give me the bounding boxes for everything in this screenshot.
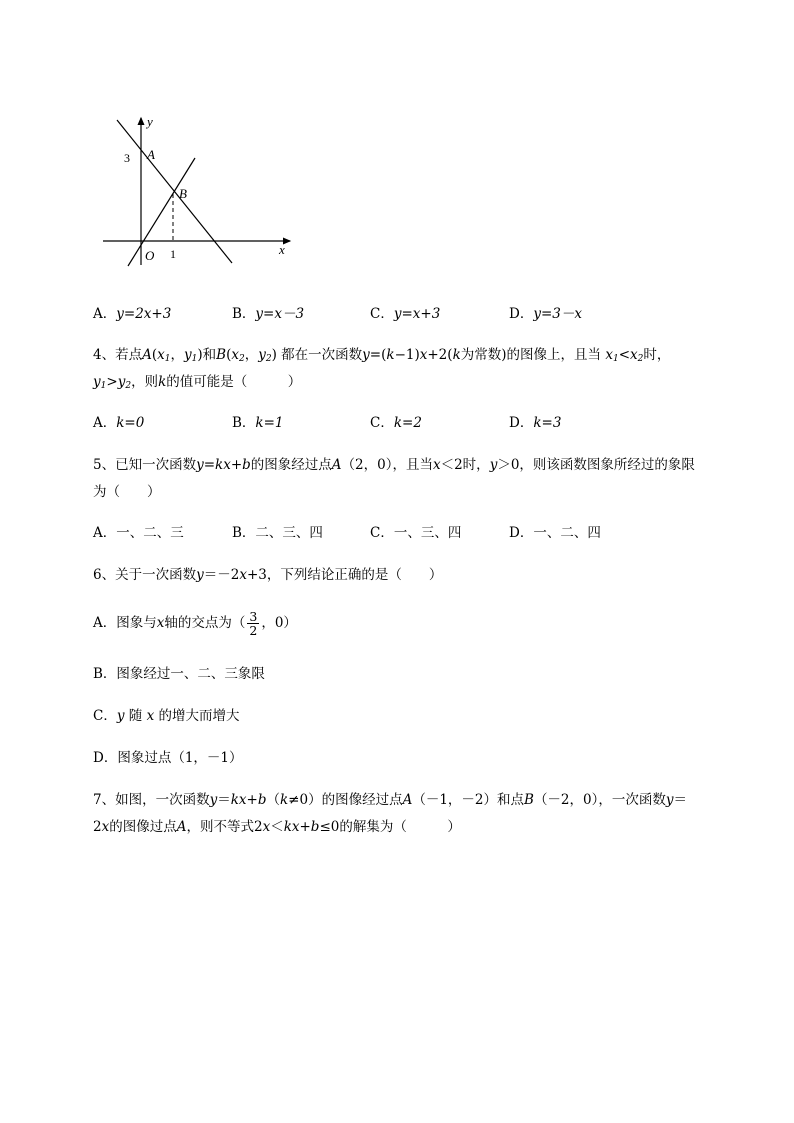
x-axis-label: x — [279, 242, 285, 257]
q4-stem-line1: 4、若点$A(x_1$，$y_1$)和$B(x_2$，$y_2$) 都在一次函数y=(k−1)x+2(k为常数)的图像上，且当 $x_1<x_2$时， — [93, 347, 671, 364]
point-b-label: B — [179, 186, 187, 201]
q3-option-b[interactable]: B．y=x－3 — [232, 306, 305, 322]
y-axis-label: y — [147, 114, 153, 129]
q7-stem-line2: 2x的图像过点A，则不等式2x＜kx+b≤0的解集为（ ） — [93, 819, 461, 835]
q5-option-a[interactable]: A．一、二、三 — [93, 525, 184, 541]
q4-option-d[interactable]: D．k=3 — [509, 415, 562, 431]
line-ob — [128, 158, 195, 266]
fraction-three-halves: $\frac{3}{2}$ — [249, 609, 258, 638]
q6-option-c[interactable]: C．y 随 x 的增大而增大 — [93, 708, 240, 724]
q6-option-d[interactable]: D．图象过点（1，－1） — [93, 750, 243, 766]
tick-3-label: 3 — [124, 151, 130, 165]
q3-option-c[interactable]: C．y=x+3 — [370, 306, 441, 322]
q3-option-d[interactable]: D．y=3－x — [509, 306, 582, 322]
q5-option-d[interactable]: D．一、二、四 — [509, 525, 601, 541]
q4-option-b[interactable]: B．k=1 — [232, 415, 284, 431]
origin-label: O — [145, 248, 155, 263]
point-a-label: A — [147, 147, 155, 162]
q4-stem-line2: $y_1>y_2$，则k的值可能是（ ） — [93, 374, 302, 391]
q6-option-a[interactable]: A．图象与x轴的交点为（ $\frac{3}{2}$ ，0） — [93, 609, 297, 638]
q5-stem-line2: 为（ ） — [93, 484, 161, 500]
tick-1-label: 1 — [170, 247, 176, 261]
q4-option-a[interactable]: A．k=0 — [93, 415, 145, 431]
q5-option-b[interactable]: B．二、三、四 — [232, 525, 323, 541]
q5-stem-line1: 5、已知一次函数y=kx+b的图象经过点A（2，0），且当x＜2时，y＞0，则该函数图象所经过的象限 — [93, 457, 695, 473]
q4-option-c[interactable]: C．k=2 — [370, 415, 422, 431]
q5-option-c[interactable]: C．一、三、四 — [370, 525, 462, 541]
q3-option-a[interactable]: A．y=2x+3 — [93, 306, 172, 322]
q6-option-b[interactable]: B．图象经过一、二、三象限 — [93, 666, 265, 682]
coordinate-figure — [95, 110, 300, 270]
q7-stem-line1: 7、如图，一次函数y＝kx+b（k≠0）的图像经过点A（－1，－2）和点B（－2，0），一次函数y＝ — [93, 792, 688, 808]
q6-stem: 6、关于一次函数y＝－2x+3，下列结论正确的是（ ） — [93, 567, 443, 583]
